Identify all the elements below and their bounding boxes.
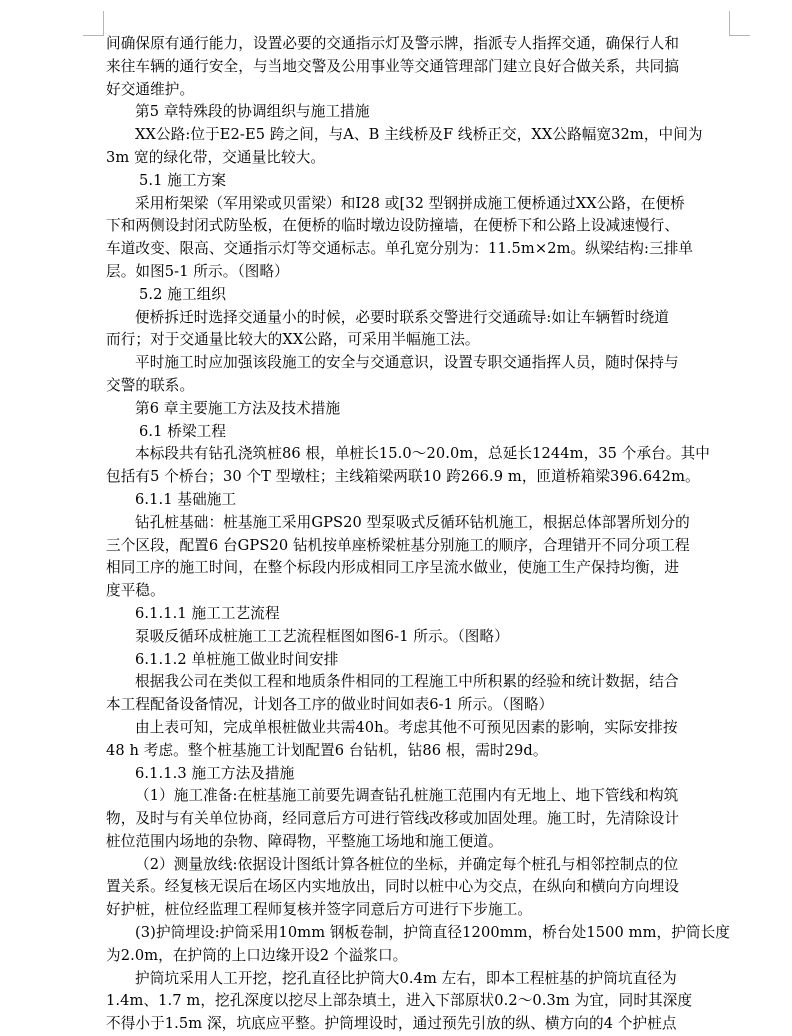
- text-line: 5.1 施工方案: [139, 171, 227, 189]
- text-line: 3m 宽的绿化带，交通量比较大。: [106, 148, 326, 166]
- text-line: 本工程配备设备情况，计划各工序的做业时间如表6-1 所示。（图略）: [106, 696, 554, 714]
- text-line: 钻孔桩基础：桩基施工采用GPS20 型泵吸式反循环钻机施工，根据总体部署所划分的: [135, 513, 690, 531]
- text-line: XX公路:位于E2-E5 跨之间，与A、B 主线桥及F 线桥正交，XX公路幅宽32m，中间为: [135, 126, 703, 144]
- text-line: 置关系。经复核无误后在场区内实地放出，同时以桩中心为交点，在纵向和横向方向埋设: [106, 878, 680, 896]
- text-line: 6.1.1 基础施工: [135, 490, 237, 508]
- text-line: 为2.0m，在护筒的上口边缘开设2 个溢浆口。: [106, 946, 408, 964]
- text-line: 度平稳。: [106, 582, 165, 600]
- text-line: 层。如图5-1 所示。（图略）: [106, 262, 289, 280]
- text-line: 交警的联系。: [106, 376, 195, 394]
- text-line: 根据我公司在类似工程和地质条件相同的工程施工中所积累的经验和统计数据，结合: [135, 673, 679, 691]
- text-line: （2）测量放线:依据设计图纸计算各桩位的坐标，并确定每个桩孔与相邻控制点的位: [135, 855, 679, 873]
- crop-mark-top-right: [729, 11, 750, 36]
- text-line: 1.4m、1.7 m，挖孔深度以挖尽上部杂填土，进入下部原状0.2～0.3m 为宜，同时其深度: [106, 992, 693, 1010]
- text-line: 采用桁架梁（军用梁或贝雷梁）和I28 或[32 型钢拼成施工便桥通过XX公路，在便桥: [135, 194, 685, 212]
- text-line: 第5 章特殊段的协调组织与施工措施: [135, 103, 370, 121]
- text-line: 间确保原有通行能力，设置必要的交通指示灯及警示牌，指派专人指挥交通，确保行人和: [106, 35, 680, 52]
- text-line: 来往车辆的通行安全，与当地交警及公用事业等交通管理部门建立良好合做关系，共同搞: [106, 57, 680, 75]
- text-line: 桩位范围内场地的杂物、障碍物，平整施工场地和施工便道。: [106, 832, 503, 850]
- text-line: 车道改变、限高、交通指示灯等交通标志。单孔宽分别为：11.5m×2m。纵梁结构:三排单: [106, 240, 694, 258]
- text-line: 下和两侧设封闭式防坠板，在便桥的临时墩边设防撞墙，在便桥下和公路上设减速慢行、: [106, 217, 680, 235]
- text-line: 6.1 桥梁工程: [139, 422, 227, 440]
- text-line: 5.2 施工组织: [139, 285, 227, 303]
- text-line: 第6 章主要施工方法及技术措施: [135, 399, 341, 417]
- text-line: 包括有5 个桥台；30 个T 型墩柱；主线箱梁两联10 跨266.9 m，匝道桥箱梁396.642m。: [106, 468, 700, 486]
- text-line: 不得小于1.5m 深，坑底应平整。护筒埋设时，通过预先引放的纵、横方向的4 个护桩点: [106, 1015, 677, 1033]
- text-line: 本标段共有钻孔浇筑桩86 根，单桩长15.0～20.0m，总延长1244m，35 个承台。其中: [135, 445, 710, 463]
- text-line: 平时施工时应加强该段施工的安全与交通意识，设置专职交通指挥人员，随时保持与: [135, 354, 679, 372]
- text-line: 6.1.1.3 施工方法及措施: [135, 764, 295, 782]
- text-line: 物，及时与有关单位协商，经同意后方可进行管线改移或加固处理。施工时，先清除设计: [106, 810, 680, 828]
- text-line: 三个区段，配置6 台GPS20 钻机按单座桥梁桩基分别施工的顺序，合理错开不同分项工程: [106, 536, 690, 554]
- document-body: [106, 33, 730, 1036]
- text-line: 48 h 考虑。整个桩基施工计划配置6 台钻机，钻86 根，需时29d。: [106, 741, 548, 759]
- text-line: 6.1.1.2 单桩施工做业时间安排: [135, 650, 339, 668]
- text-line: （1）施工准备:在桩基施工前要先调查钻孔桩施工范围内有无地上、地下管线和构筑: [135, 787, 679, 805]
- text-line: 相同工序的施工时间，在整个标段内形成相同工序呈流水做业，使施工生产保持均衡，进: [106, 559, 680, 577]
- text-line: 护筒坑采用人工开挖，挖孔直径比护筒大0.4m 左右，即本工程桩基的护筒坑直径为: [135, 969, 677, 987]
- text-line: 好护桩，桩位经监理工程师复核并签字同意后方可进行下步施工。: [106, 901, 533, 919]
- text-line: 由上表可知，完成单根桩做业共需40h。考虑其他不可预见因素的影响，实际安排按: [135, 718, 678, 736]
- crop-mark-top-left: [83, 11, 104, 36]
- text-line: 而行；对于交通量比较大的XX公路，可采用半幅施工法。: [106, 331, 480, 349]
- text-line: 6.1.1.1 施工工艺流程: [135, 604, 280, 622]
- text-line: 泵吸反循环成桩施工工艺流程框图如图6-1 所示。（图略）: [135, 627, 509, 645]
- text-line: 便桥拆迁时选择交通量小的时候，必要时联系交警进行交通疏导:如让车辆暂时绕道: [135, 308, 669, 326]
- text-line: 好交通维护。: [106, 80, 195, 98]
- text-line: (3)护筒埋设:护筒采用10mm 钢板卷制，护筒直径1200mm，桥台处1500 mm，护筒长度: [135, 924, 730, 942]
